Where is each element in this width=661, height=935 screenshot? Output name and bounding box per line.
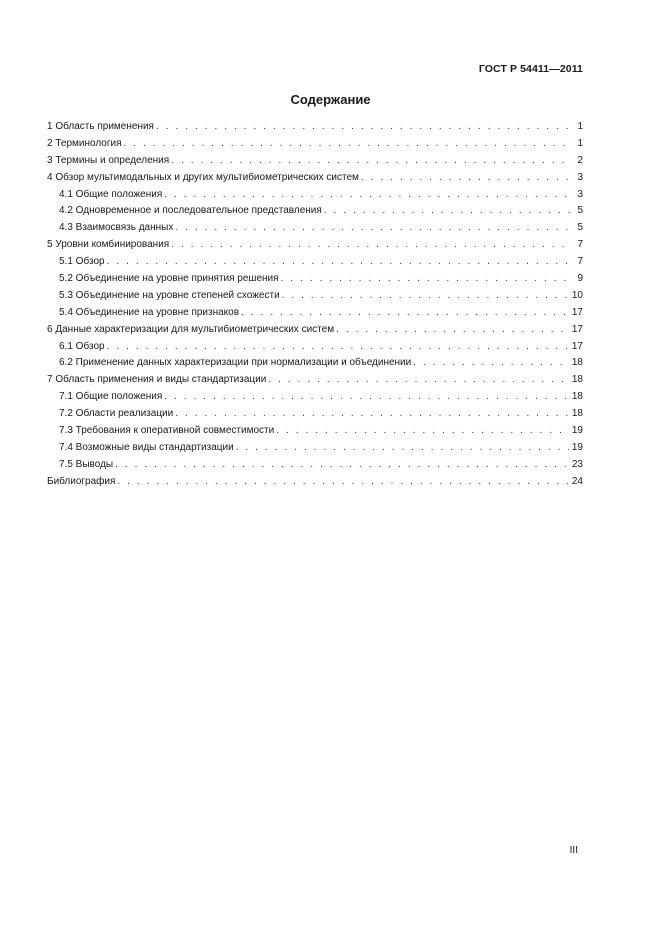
toc-entry — [47, 339, 583, 356]
toc-entry-page: 17 — [571, 340, 583, 352]
toc-entry-label: 4.2 Одновременное и последовательное представления — [59, 205, 322, 217]
toc-entry — [47, 220, 583, 237]
toc-dot-leader — [175, 406, 569, 423]
toc-entry — [47, 187, 583, 204]
toc-dot-leader — [107, 254, 572, 271]
toc-entry-label: 5 Уровни комбинирования — [47, 239, 170, 251]
toc-entry-page: 3 — [577, 171, 583, 183]
toc-entry-page: 18 — [571, 374, 583, 386]
toc-entry — [47, 355, 583, 372]
toc-entry — [47, 288, 583, 305]
toc-entry — [47, 119, 583, 136]
toc-entry-label: 7.2 Области реализации — [59, 408, 174, 420]
toc-dot-leader — [164, 187, 572, 204]
toc-entry-label: 4 Обзор мультимодальных и других мультибиометрических систем — [47, 171, 359, 183]
toc-entry-page: 17 — [571, 323, 583, 335]
toc-entry-page: 19 — [571, 425, 583, 437]
toc-entry-label: 7.5 Выводы — [59, 458, 114, 470]
toc-entry-page: 18 — [571, 391, 583, 403]
toc-entry-label: 4.3 Взаимосвязь данных — [59, 222, 174, 234]
toc-entry — [47, 457, 583, 474]
toc-dot-leader — [241, 305, 569, 322]
toc-entry-page: 7 — [577, 256, 583, 268]
toc-entry-page: 1 — [577, 137, 583, 149]
toc-entry — [47, 153, 583, 170]
toc-entry — [47, 271, 583, 288]
toc-dot-leader — [236, 440, 569, 457]
toc-dot-leader — [281, 271, 572, 288]
toc-entry-label: 7.4 Возможные виды стандартизации — [59, 441, 234, 453]
toc-entry — [47, 254, 583, 271]
toc-entry-label: 7.1 Общие положения — [59, 391, 163, 403]
toc-entry-page: 10 — [571, 289, 583, 301]
toc-entry-label: 5.2 Объединение на уровне принятия решения — [59, 273, 279, 285]
toc-dot-leader — [336, 322, 569, 339]
toc-entry-label: 5.4 Объединение на уровне признаков — [59, 306, 240, 318]
toc-entry-label: 7 Область применения и виды стандартизации — [47, 374, 267, 386]
toc-dot-leader — [268, 372, 569, 389]
toc-entry-label: 6.2 Применение данных характеризации при нормализации и объединении — [59, 357, 412, 369]
toc-entry-label: 5.3 Объединение на уровне степеней схожести — [59, 289, 280, 301]
toc-entry — [47, 136, 583, 153]
toc-dot-leader — [171, 153, 572, 170]
toc-entry-label: 7.3 Требования к оперативной совместимости — [59, 425, 275, 437]
toc-dot-leader — [361, 170, 572, 187]
toc-entry-page: 3 — [577, 188, 583, 200]
toc-entry-page: 18 — [571, 357, 583, 369]
toc-dot-leader — [276, 423, 569, 440]
toc-entry-page: 23 — [571, 458, 583, 470]
toc-dot-leader — [171, 237, 572, 254]
toc-entry — [47, 423, 583, 440]
toc-entry-page: 18 — [571, 408, 583, 420]
toc-entry-page: 7 — [577, 239, 583, 251]
toc-entry-label: 2 Терминология — [47, 137, 122, 149]
toc-dot-leader — [164, 389, 569, 406]
toc-dot-leader — [117, 474, 568, 491]
toc-dot-leader — [175, 220, 572, 237]
toc-dot-leader — [107, 339, 569, 356]
toc-entry-page: 5 — [577, 205, 583, 217]
toc-entry-label: 6 Данные характеризации для мультибиометрических систем — [47, 323, 335, 335]
toc-entry — [47, 203, 583, 220]
toc-entry — [47, 474, 583, 491]
toc-entry — [47, 372, 583, 389]
toc-entry — [47, 406, 583, 423]
toc-entry-label: Библиография — [47, 475, 116, 487]
toc-entry — [47, 237, 583, 254]
document-code: ГОСТ Р 54411—2011 — [478, 63, 583, 75]
toc-entry — [47, 440, 583, 457]
toc-dot-leader — [115, 457, 569, 474]
table-of-contents — [47, 119, 583, 491]
toc-entry-page: 17 — [571, 306, 583, 318]
toc-entry-page: 19 — [571, 441, 583, 453]
toc-dot-leader — [156, 119, 572, 136]
toc-dot-leader — [124, 136, 573, 153]
toc-entry-page: 1 — [577, 121, 583, 132]
toc-title: Содержание — [290, 92, 371, 107]
toc-entry-label: 1 Область применения — [47, 121, 154, 132]
toc-entry-page: 24 — [571, 475, 583, 487]
toc-dot-leader — [282, 288, 569, 305]
toc-entry-page: 9 — [577, 273, 583, 285]
toc-entry — [47, 170, 583, 187]
toc-dot-leader — [324, 203, 572, 220]
toc-entry-page: 5 — [577, 222, 583, 234]
toc-entry-label: 3 Термины и определения — [47, 154, 170, 166]
toc-entry-page: 2 — [577, 154, 583, 166]
toc-entry — [47, 322, 583, 339]
toc-entry — [47, 305, 583, 322]
toc-dot-leader — [413, 355, 569, 372]
page-number: III — [569, 845, 578, 856]
toc-entry-label: 5.1 Обзор — [59, 256, 105, 268]
toc-entry-label: 6.1 Обзор — [59, 340, 105, 352]
toc-entry-label: 4.1 Общие положения — [59, 188, 163, 200]
toc-entry — [47, 389, 583, 406]
